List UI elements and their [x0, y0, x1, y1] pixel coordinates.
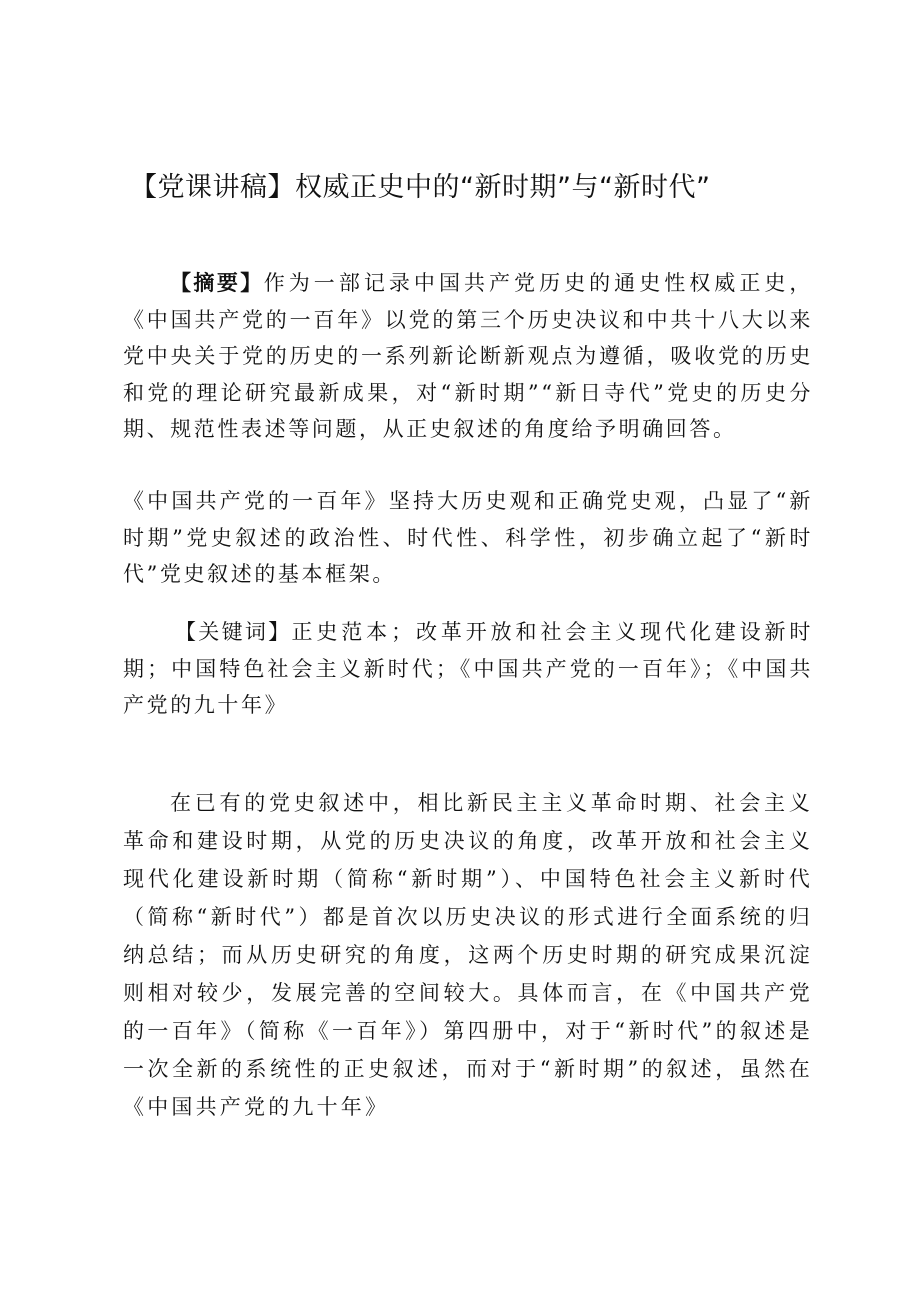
keywords-label: 【关键词】: [175, 620, 292, 644]
document-title: 【党课讲稿】权威正史中的“新时期”与“新时代”: [130, 172, 711, 203]
body-paragraph: 在已有的党史叙述中，相比新民主主义革命时期、社会主义革命和建设时期，从党的历史决议的角度，改革开放和社会主义现代化建设新时期（简称“新时期”）、中国特色社会主义新时代（简称“新时代”）都是首次以历史决议的形式进行全面系统的归纳总结；而从历史研究的角度，这两个历史时期的研究成果沉淀则相对较少，发展完善的空间较大。具体而言，在《中国共产党的一百年》（简称《一百年》）第四册中，对于“新时代”的叙述是一次全新的系统性的正史叙述，而对于“新时期”的叙述，虽然在《中国共产党的九十年》: [123, 791, 813, 1119]
abstract-label: 【摘要】: [170, 271, 264, 295]
abstract-paragraph: [123, 265, 813, 448]
abstract-text: 作为一部记录中国共产党历史的通史性权威正史，《中国共产党的一百年》以党的第三个历史决议和中共十八大以来党中央关于党的历史的一系列新论断新观点为遵循，吸收党的历史和党的理论研究最新成果，对“新时期”“新日寺代”党史的历史分期、规范性表述等问题，从正史叙述的角度给予明确回答。: [123, 271, 814, 441]
keywords-paragraph: [123, 614, 813, 724]
abstract-paragraph-2: 《中国共产党的一百年》坚持大历史观和正确党史观，凸显了“新时期”党史叙述的政治性、时代性、科学性，初步确立起了“新时代”党史叙述的基本框架。: [123, 489, 813, 586]
keywords-text: 正史范本；改革开放和社会主义现代化建设新时期；中国特色社会主义新时代；《中国共产党的一百年》；《中国共产党的九十年》: [123, 620, 813, 717]
